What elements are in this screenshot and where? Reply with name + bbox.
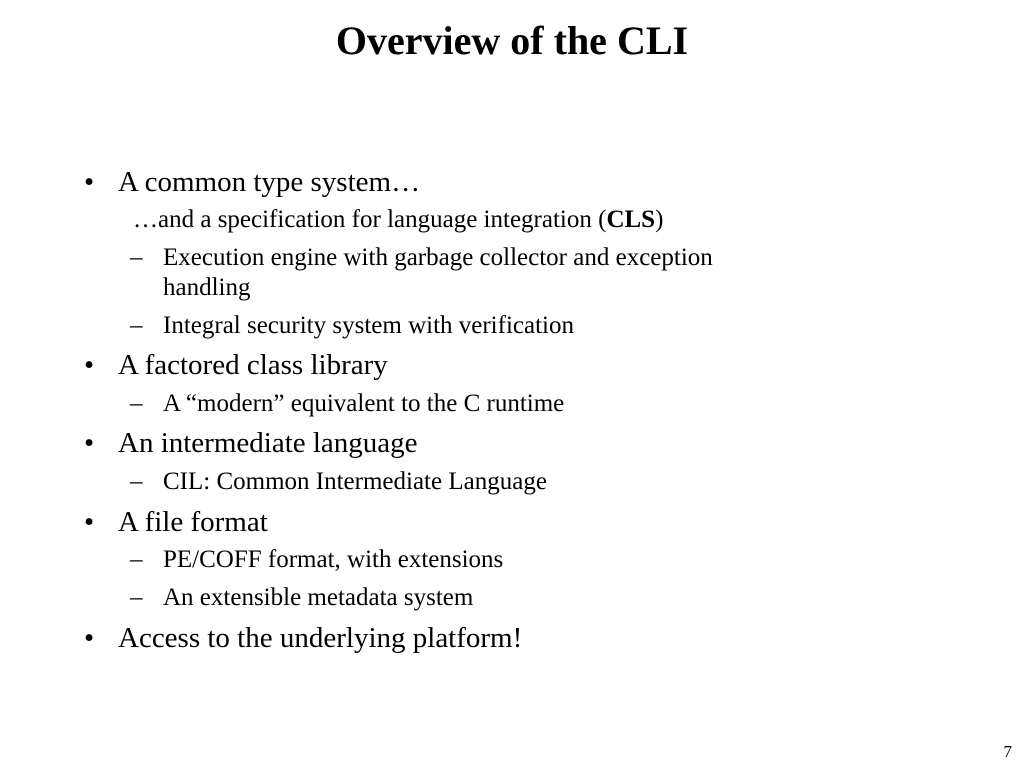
- bullet-text: An intermediate language: [118, 427, 418, 459]
- page-number: 7: [1003, 742, 1012, 761]
- bullet-item: [84, 504, 268, 540]
- sub-item-text: Execution engine with garbage collector and exception: [163, 244, 713, 271]
- sub-item: [130, 467, 547, 497]
- dash-marker: –: [130, 244, 143, 271]
- dash-marker: –: [130, 546, 143, 573]
- cls-term: CLS: [606, 206, 656, 233]
- bullet-item: [84, 347, 388, 383]
- bullet-marker: •: [84, 166, 95, 198]
- sub-item: [130, 583, 473, 613]
- bullet-marker: •: [84, 349, 95, 381]
- sub-item-text: An extensible metadata system: [163, 584, 474, 611]
- dash-marker: –: [130, 468, 143, 495]
- bullet-marker: •: [84, 427, 95, 459]
- sub-item-text-end: ): [655, 206, 664, 233]
- sub-item-text: Integral security system with verification: [163, 312, 574, 339]
- dash-marker: –: [130, 584, 143, 611]
- dash-marker: –: [130, 312, 143, 339]
- sub-item-text: CIL: Common Intermediate Language: [163, 468, 547, 495]
- bullet-text: A common type system…: [118, 166, 421, 198]
- bullet-item: [84, 425, 418, 461]
- bullet-item: [84, 164, 420, 200]
- bullet-marker: •: [84, 506, 95, 538]
- bullet-text: A factored class library: [118, 349, 388, 381]
- bullet-text: Access to the underlying platform!: [118, 622, 523, 654]
- bullet-marker: •: [84, 622, 95, 654]
- dash-marker: –: [130, 390, 143, 417]
- sub-item-text: A “modern” equivalent to the C runtime: [163, 390, 565, 417]
- sub-item: [130, 311, 574, 341]
- sub-item: [130, 389, 564, 419]
- slide-title: Overview of the CLI: [335, 18, 689, 63]
- sub-item-wrap: [163, 273, 251, 303]
- sub-item-text: …and a specification for language integration (: [133, 206, 607, 233]
- sub-item: [130, 545, 503, 575]
- sub-item-text: handling: [163, 274, 251, 301]
- sub-item-continuation: [133, 205, 663, 235]
- bullet-item: [84, 620, 522, 656]
- sub-item: [130, 243, 713, 273]
- bullet-text: A file format: [118, 506, 268, 538]
- sub-item-text: PE/COFF format, with extensions: [163, 546, 504, 573]
